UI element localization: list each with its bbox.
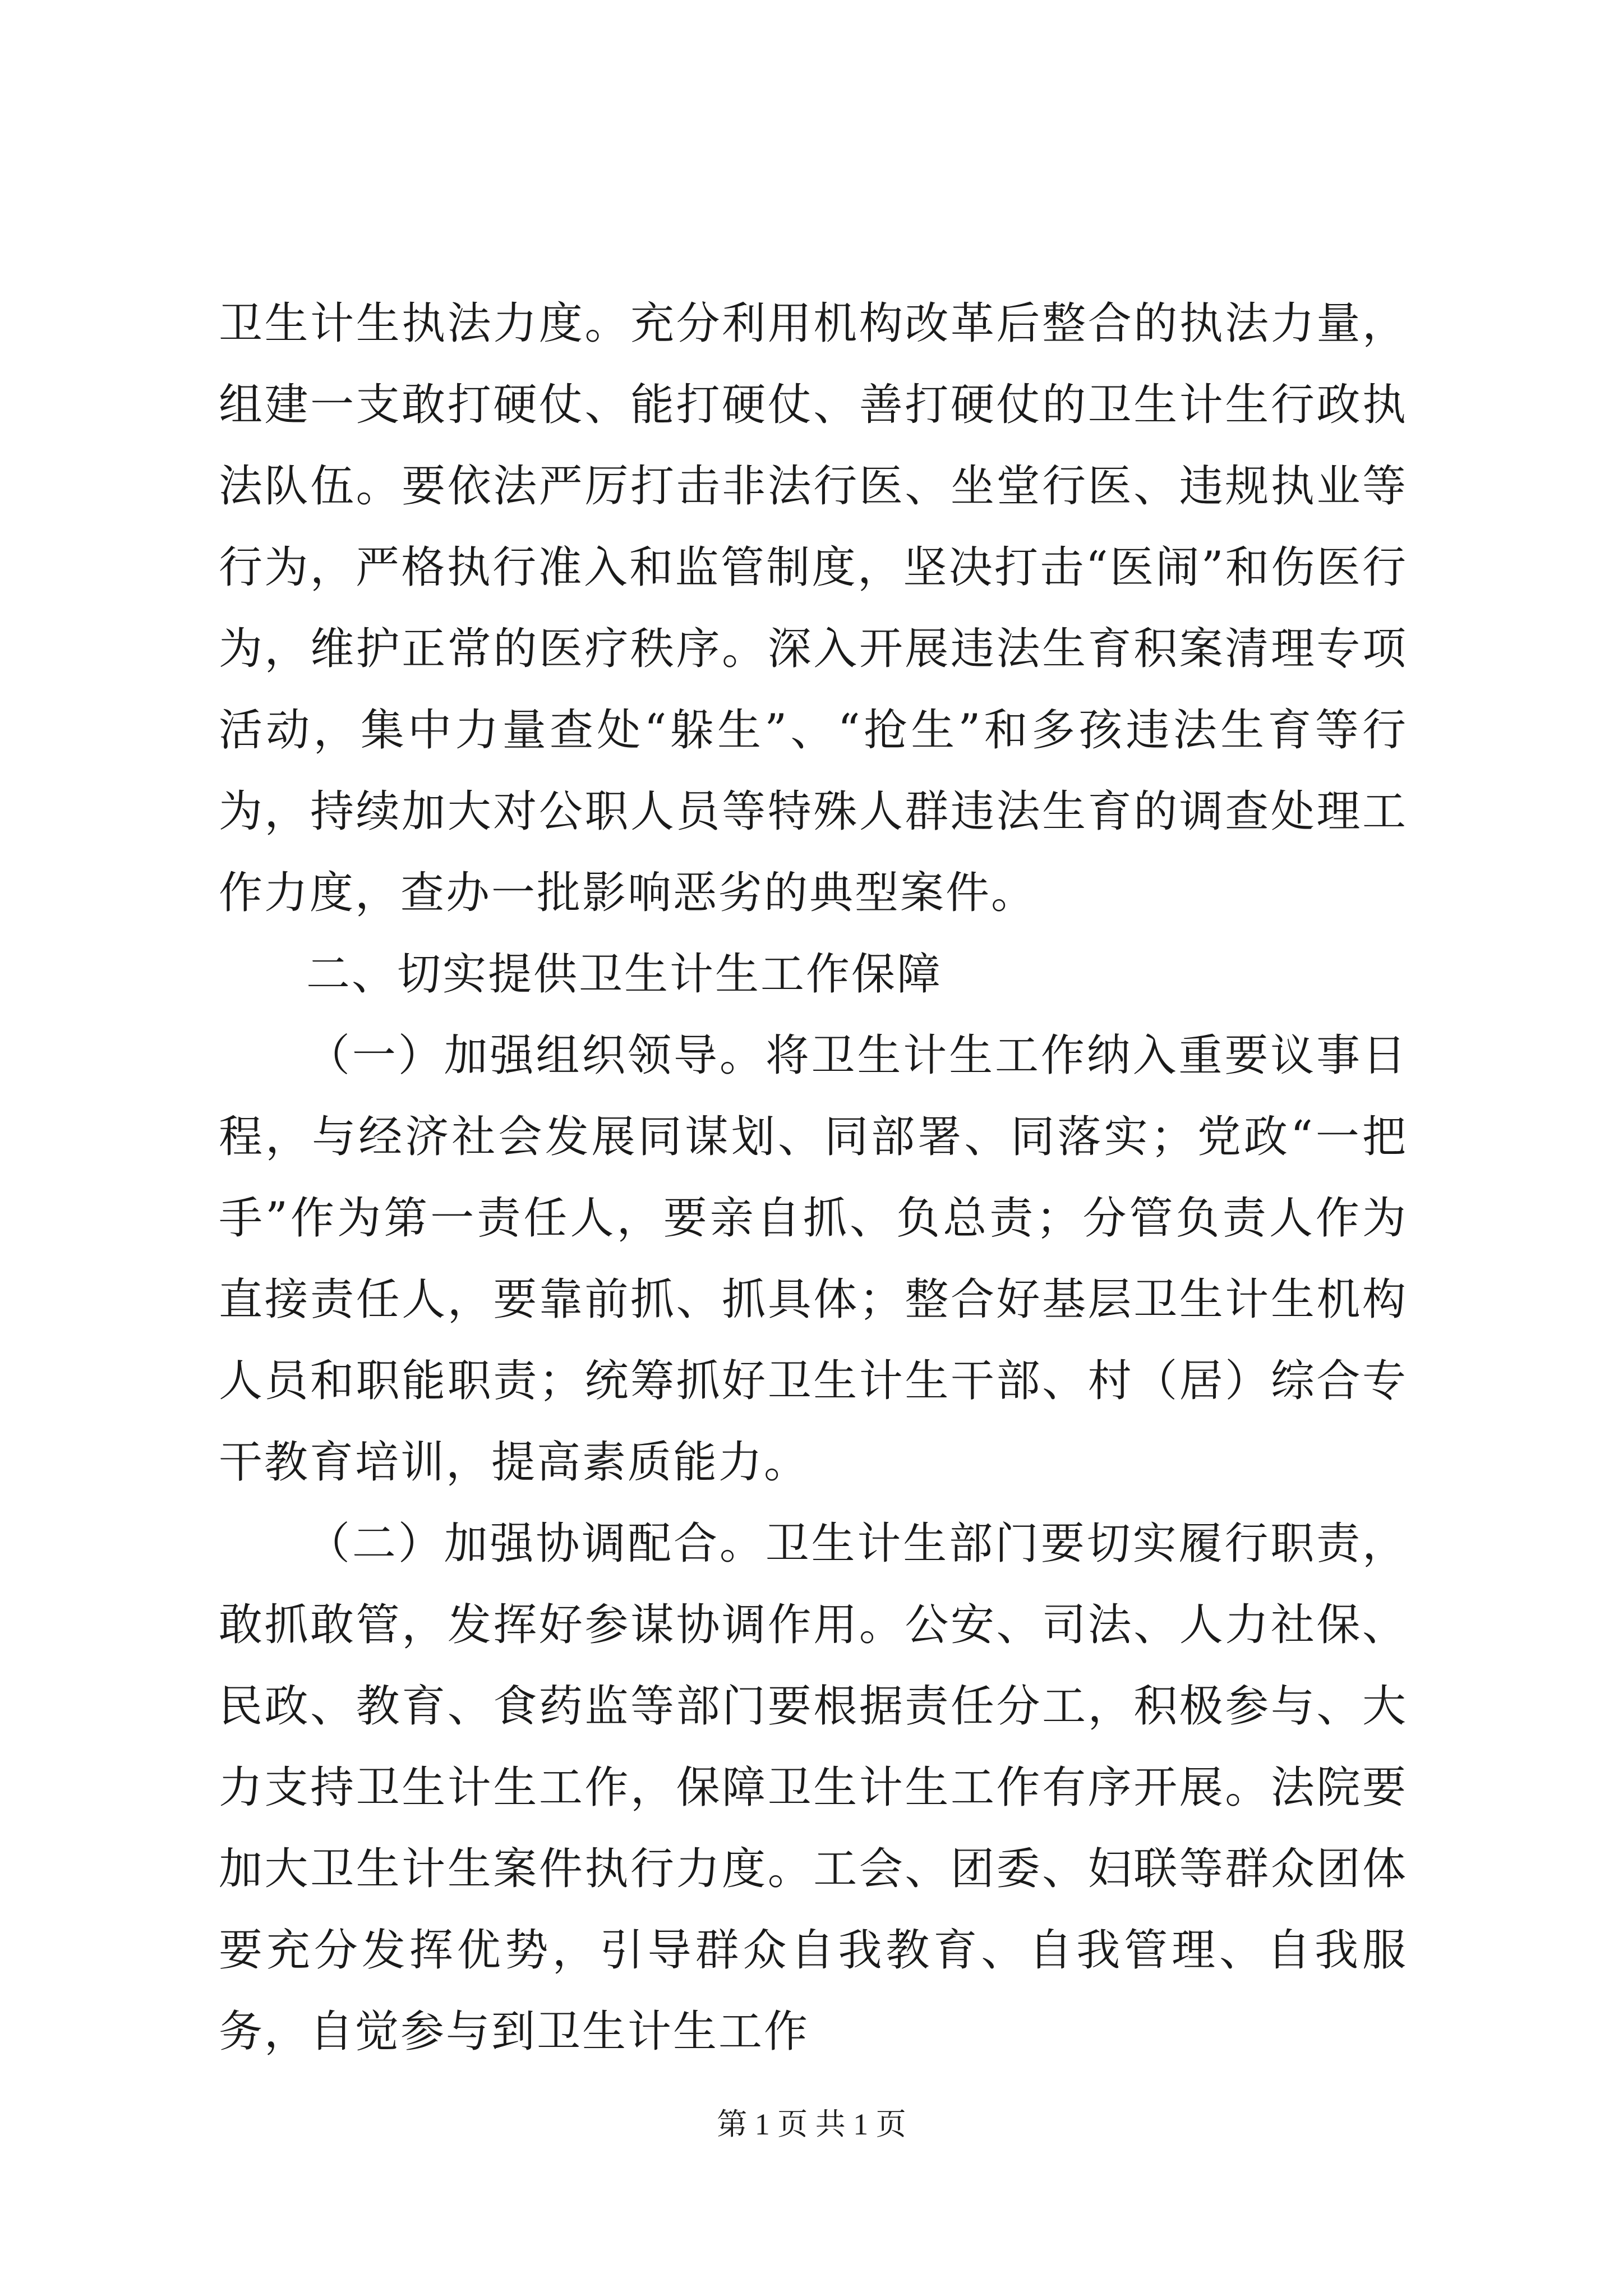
- paragraph-organization-leadership: （一）加强组织领导。将卫生计生工作纳入重要议事日程，与经济社会发展同谋划、同部署、同落实；党政“一把手”作为第一责任人，要亲自抓、负总责；分管负责人作为直接责任人，要靠前抓、抓具体；整合好基层卫生计生机构人员和职能职责；统筹抓好卫生计生干部、村（居）综合专干教育培训，提高素质能力。: [219, 1030, 1408, 1488]
- paragraph-enforcement: 卫生计生执法力度。充分利用机构改革后整合的执法力量，组建一支敢打硬仗、能打硬仗、善打硬仗的卫生计生行政执法队伍。要依法严厉打击非法行医、坐堂行医、违规执业等行为，严格执行准入和监管制度，坚决打击“医闹”和伤医行为，维护正常的医疗秩序。深入开展违法生育积案清理专项活动，集中力量查处“躲生”、“抢生”和多孩违法生育等行为，持续加大对公职人员等特殊人群违法生育的调查处理工作力度，查办一批影响恶劣的典型案件。: [219, 298, 1408, 918]
- section-heading-guarantee: 二、切实提供卫生计生工作保障: [306, 949, 943, 1000]
- document-body: [219, 283, 1408, 2073]
- page-number-footer: 第 1 页 共 1 页: [717, 2108, 906, 2141]
- paragraph-coordination: （二）加强协调配合。卫生计生部门要切实履行职责，敢抓敢管，发挥好参谋协调作用。公安、司法、人力社保、民政、教育、食药监等部门要根据责任分工，积极参与、大力支持卫生计生工作，保障卫生计生工作有序开展。法院要加大卫生计生案件执行力度。工会、团委、妇联等群众团体要充分发挥优势，引导群众自我教育、自我管理、自我服务，自觉参与到卫生计生工作: [219, 1519, 1408, 2057]
